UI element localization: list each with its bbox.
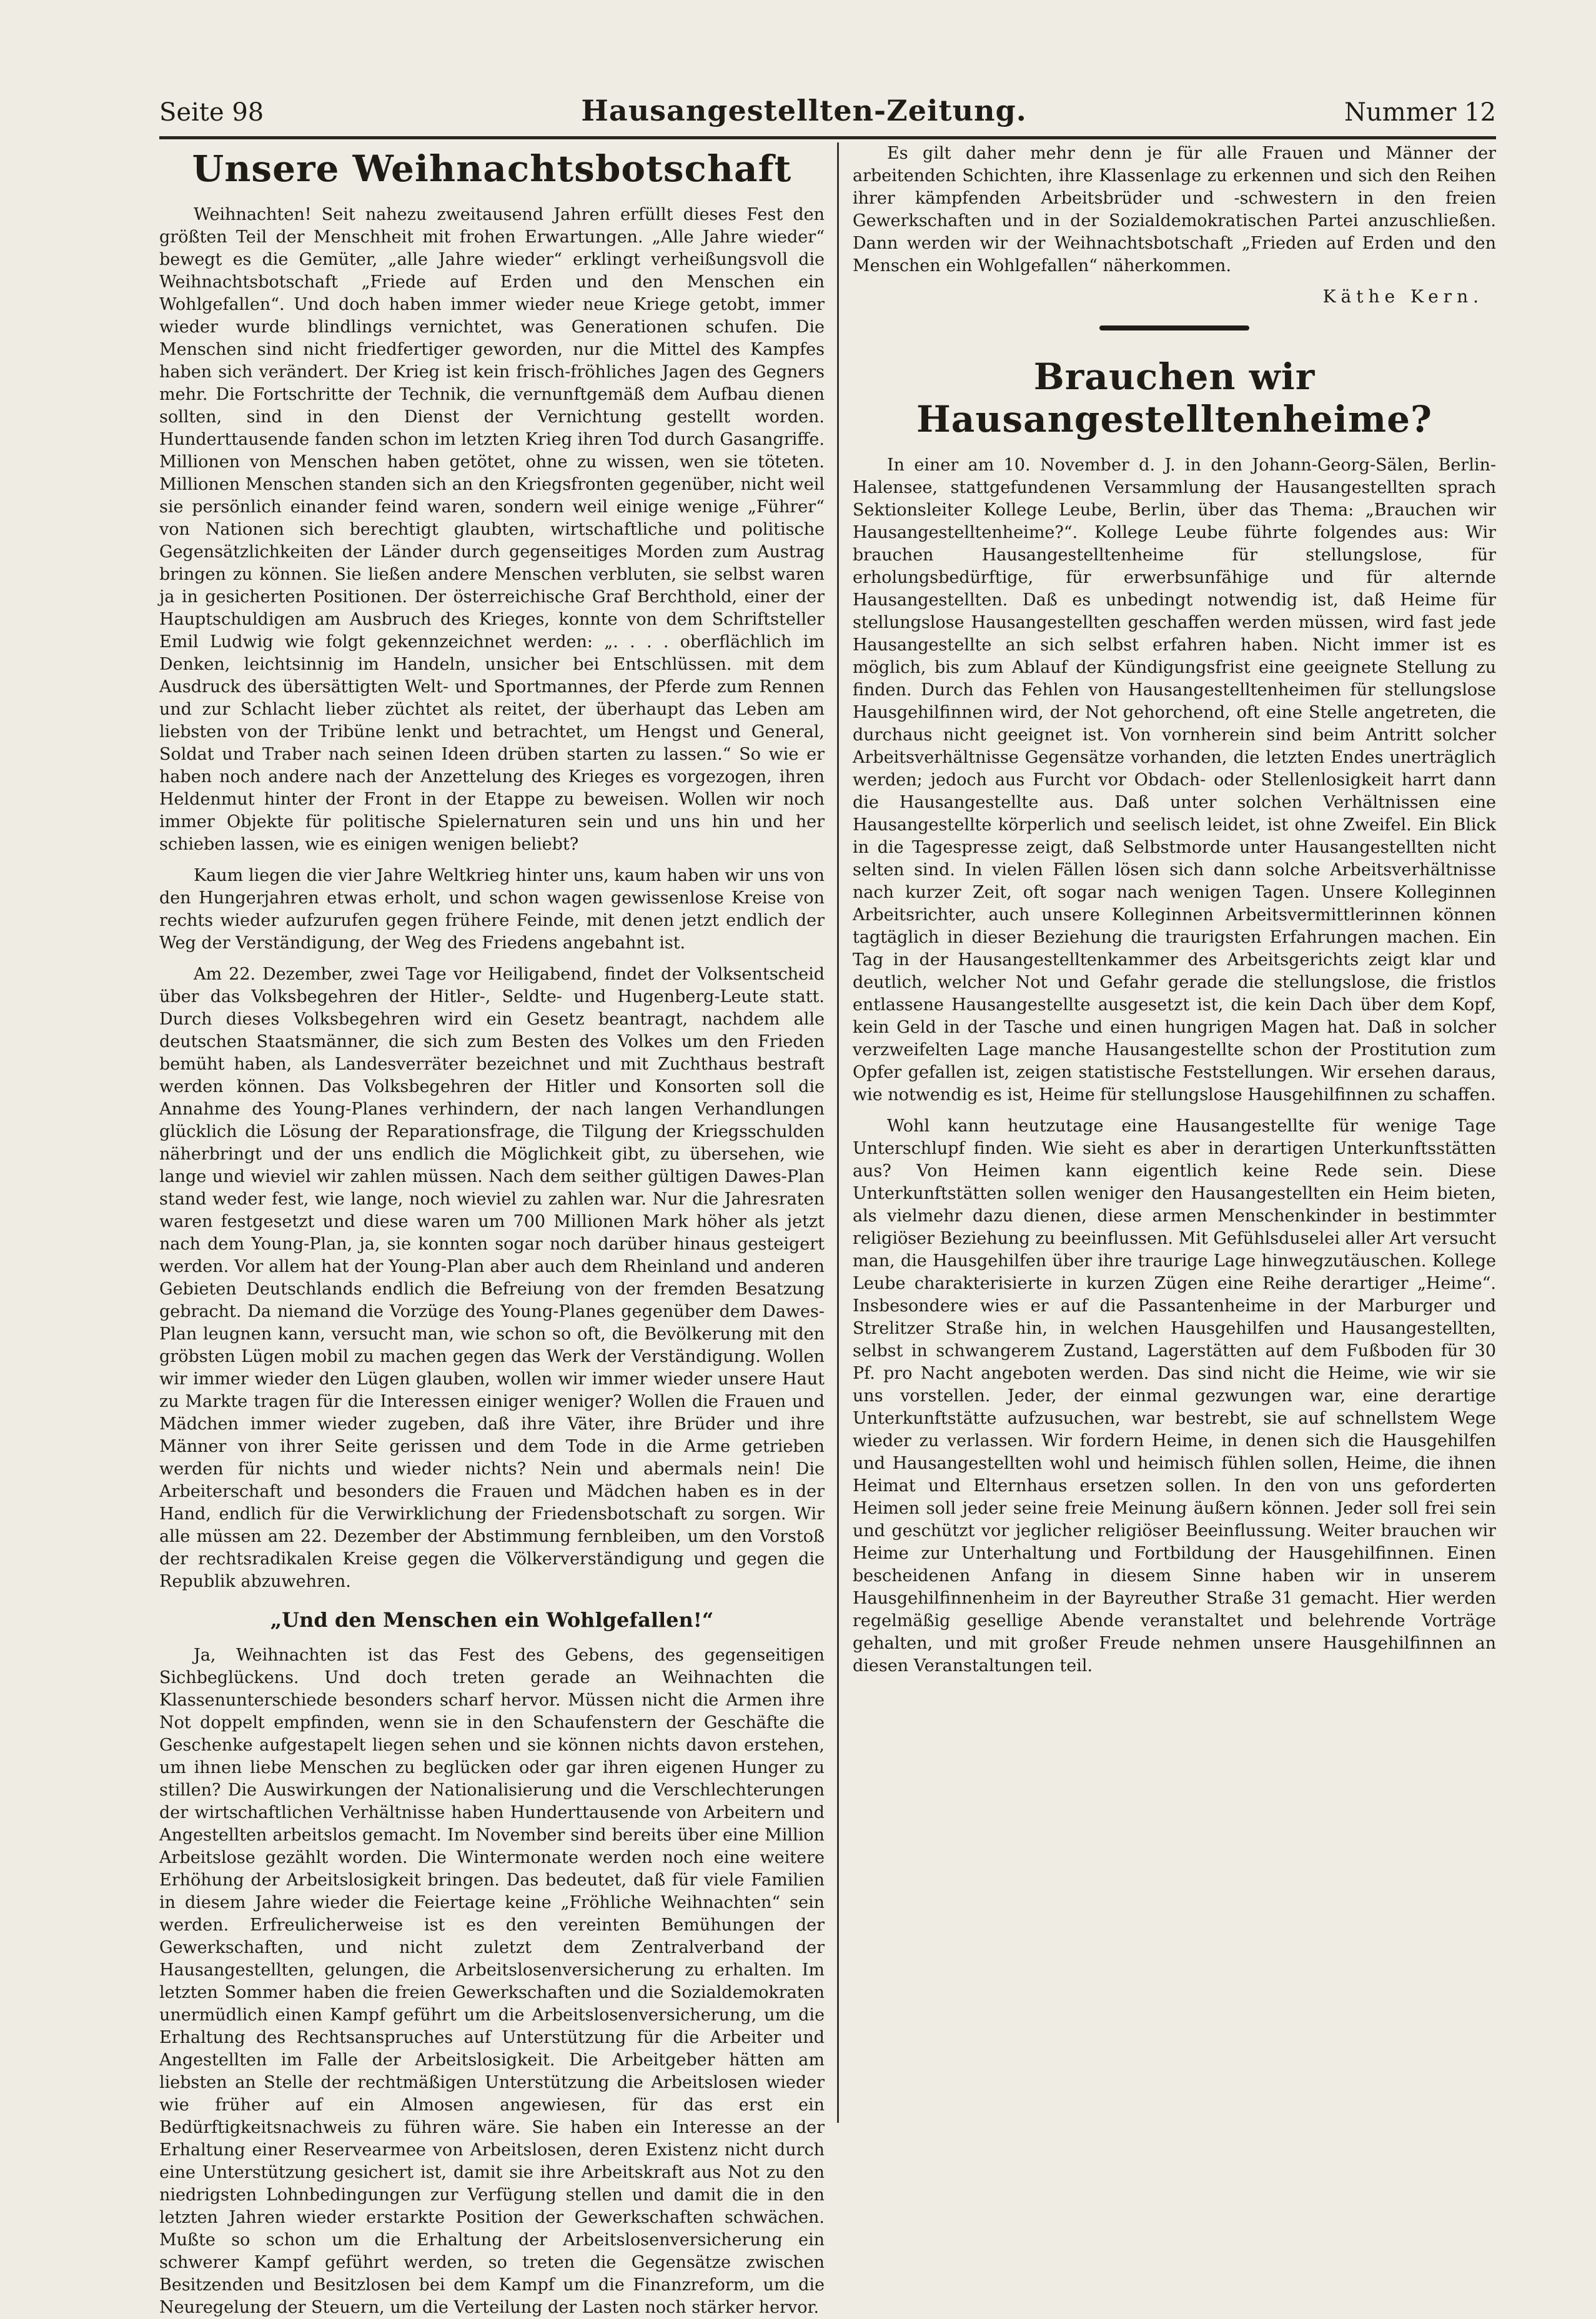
article-paragraph: Ja, Weihnachten ist das Fest des Gebens, des gegenseitigen Sichbeglückens. Und doch treten gerade an Weihnachten die Klassenunterschiede besonders scharf hervor. Müssen nicht die Armen ihre Not doppelt empfinden, wenn sie in den Schaufenstern der Geschäfte die Geschenke aufgestapelt liegen sehen und sie können nichts davon erstehen, um ihnen liebe Menschen zu beglücken oder gar ihren eigenen Hunger zu stillen? Die Auswirkungen der Nationalisierung und die Verschlechterungen der wirtschaftlichen Verhältnisse haben Hunderttausende von Arbeitern und Angestellten arbeitslos gemacht. Im November sind bereits über eine Million Arbeitslose gezählt worden. Die Wintermonate werden noch eine weitere Erhöhung der Arbeitslosigkeit bringen. Das bedeutet, daß für viele Familien in diesem Jahre wieder die Feiertage keine „Fröhliche Weihnachten“ sein werden. Erfreulicherweise ist es den vereinten Bemühungen der Gewerkschaften, und nicht zuletzt dem Zentralverband der Hausangestellten, gelungen, die Arbeitslosenversicherung zu erhalten. Im letzten Sommer haben die freien Gewerkschaften und die Sozialdemokraten unermüdlich einen Kampf geführt um die Arbeitslosenversicherung, um die Erhaltung des Rechtsanspruches auf Unterstützung für die Arbeiter und Angestellten im Falle der Arbeitslosigkeit. Die Arbeitgeber hätten am liebsten an Stelle der rechtmäßigen Unterstützung die Arbeitslosen wieder wie früher auf ein Almosen angewiesen, für das erst ein Bedürftigkeitsnachweis zu führen wäre. Sie haben ein Interesse an der Erhaltung einer Reservearmee von Arbeitslosen, deren Existenz nicht durch eine Unterstützung gesichert ist, damit sie ihre Arbeitskraft aus Not zu den niedrigsten Lohnbedingungen zur Verfügung stellen und damit die in den letzten Jahren wieder erstarkte Position der Gewerkschaften schwächen. Mußte so schon um die Erhaltung der Arbeitslosenversicherung ein schwerer Kampf geführt werden, so treten die Gegensätze zwischen Besitzenden und Besitzlosen bei dem Kampf um die Finanzreform, um die Neuregelung der Steuern, um die Verteilung der Lasten noch stärker hervor. [159,1646,825,2317]
newspaper-title: Hausangestellten-Zeitung. [581,94,1027,127]
separator-rule [1099,325,1249,330]
article-paragraph: Weihnachten! Seit nahezu zweitausend Jahren erfüllt dieses Fest den größten Teil der Menschheit mit frohen Erwartungen. „Alle Jahre wieder“ bewegt es die Gemüter, „alle Jahre wieder“ erklingt verheißungsvoll die Weihnachtsbotschaft „Friede auf Erden und den Menschen ein Wohlgefallen“. Und doch haben immer wieder neue Kriege getobt, immer wieder wurde blindlings vernichtet, was Generationen schufen. Die Menschen sind nicht friedfertiger geworden, nur die Mittel des Kampfes haben sich verändert. Der Krieg ist kein frisch-fröhliches Jagen des Gegners mehr. Die Fortschritte der Technik, die vernunftgemäß dem Aufbau dienen sollten, sind in den Dienst der Vernichtung gestellt worden. Hunderttausende fanden schon im letzten Krieg ihren Tod durch Gasangriffe. Millionen von Menschen haben getötet, ohne zu wissen, wen sie töteten. Millionen Menschen standen sich an den Kriegsfronten gegenüber, nicht weil sie persönlich einander feind waren, sondern weil einige wenige „Führer“ von Nationen sich berechtigt glaubten, wirtschaftliche und politische Gegensätzlichkeiten der Länder durch gegenseitiges Morden zum Austrag bringen zu können. Sie ließen andere Menschen verbluten, sie selbst waren ja in gesicherten Positionen. Der österreichische Graf Berchthold, einer der Hauptschuldigen am Ausbruch des Krieges, konnte von dem Schriftsteller Emil Ludwig wie folgt gekennzeichnet werden: „. . . . oberflächlich im Denken, leichtsinnig im Handeln, unsicher bei Entschlüssen. mit dem Ausdruck des übersättigten Welt- und Sportmannes, der Pferde zum Rennen und zur Schlacht lieber züchtet als reitet, der überhaupt das Leben am liebsten von der Tribüne lenkt und betrachtet, um Hengst und General, Soldat und Traber nach seinen Ideen drüben starten zu lassen.“ So wie er haben noch andere nach der Anzettelung des Krieges es vorgezogen, ihren Heldenmut hinter der Front in der Etappe zu beweisen. Wollen wir noch immer Objekte für politische Spielernaturen sein und uns hin und her schieben lassen, wie es einigen wenigen beliebt? [159,205,825,854]
article-paragraph: Kaum liegen die vier Jahre Weltkrieg hinter uns, kaum haben wir uns von den Hungerjahren etwas erholt, und schon wagen gewissenlose Kreise von rechts wieder aufzurufen gegen frühere Feinde, mit denen jetzt endlich der Weg der Verständigung, der Weg des Friedens angebahnt ist. [159,866,825,953]
article-title: Brauchen wir Hausangestelltenheime? [916,355,1433,440]
article-subheading: „Und den Menschen ein Wohlgefallen!“ [270,1608,714,1632]
header-rule [159,136,1496,139]
left-column [159,142,825,2317]
article-separator [853,325,1496,330]
article-paragraph: In einer am 10. November d. J. in den Johann-Georg-Sälen, Berlin-Halensee, stattgefundenen Versammlung der Hausangestellten sprach Sektionsleiter Kollege Leube, Berlin, über das Thema: „Brauchen wir Hausangestelltenheime?“. Kollege Leube führte folgendes aus: Wir brauchen Hausangestelltenheime für stellungslose, für erholungsbedürftige, für erwerbsunfähige und für alternde Hausangestellten. Daß es unbedingt notwendig ist, daß Heime für stellungslose Hausangestellten geschaffen werden müssen, wird fast jede Hausangestellte an sich selbst erfahren haben. Nicht immer ist es möglich, bis zum Ablauf der Kündigungsfrist eine geeignete Stellung zu finden. Durch das Fehlen von Hausangestelltenheimen für stellungslose Hausgehilfinnen wird, der Not gehorchend, oft eine Stelle angetreten, die durchaus nicht geeignet ist. Von vornherein sind beim Antritt solcher Arbeitsverhältnisse Gegensätze vorhanden, die letzten Endes unerträglich werden; jedoch aus Furcht vor Obdach- oder Stellenlosigkeit harrt dann die Hausangestellte aus. Daß unter solchen Verhältnissen eine Hausangestellte körperlich und seelisch leidet, ist ohne Zweifel. Ein Blick in die Tagespresse zeigt, daß Selbstmorde unter Hausangestellten nicht selten sind. In vielen Fällen lösen sich dann solche Arbeitsverhältnisse nach kurzer Zeit, oft sogar nach wenigen Tagen. Unsere Kolleginnen Arbeitsrichter, auch unsere Kolleginnen Arbeitsvermittlerinnen können tagtäglich in dieser Beziehung die traurigsten Erfahrungen machen. Ein Tag in der Hausangestelltenkammer des Arbeitsgerichts zeigt klar und deutlich, welcher Not und Gefahr gerade die stellungslose, die fristlos entlassene Hausangestellte ausgesetzt ist, die kein Dach über dem Kopf, kein Geld in der Tasche und einen hungrigen Magen hat. Daß in solcher verzweifelten Lage manche Hausangestellte schon der Prostitution zum Opfer gefallen ist, zeigen statistische Feststellungen. Wir ersehen daraus, wie notwendig es ist, Heime für stellungslose Hausgehilfinnen zu schaffen. [853,455,1496,1105]
right-column [853,142,1496,2123]
article-title: Unsere Weihnachtsbotschaft [192,147,792,190]
column-divider [837,142,839,2123]
article-author: Käthe Kern. [1322,286,1484,307]
issue-number: Nummer 12 [1344,98,1496,127]
article-paragraph: Es gilt daher mehr denn je für alle Frauen und Männer der arbeitenden Schichten, ihre Klassenlage zu erkennen und sich den Reihen ihrer kämpfenden Arbeitsbrüder und -schwestern in den freien Gewerkschaften und in der Sozialdemokratischen Partei anzuschließen. Dann werden wir der Weihnachtsbotschaft „Frieden auf Erden und den Menschen ein Wohlgefallen“ näherkommen. [853,144,1496,276]
article-paragraph: Wohl kann heutzutage eine Hausangestellte für wenige Tage Unterschlupf finden. Wie sieht es aber in derartigen Unterkunftsstätten aus? Von Heimen kann eigentlich keine Rede sein. Diese Unterkunftstätten sollen weniger den Hausangestellten ein Heim bieten, als vielmehr dazu dienen, diese armen Menschenkinder in bestimmter religiöser Beziehung zu beeinflussen. Mit Gefühlsduselei aller Art versucht man, die Hausgehilfen über ihre traurige Lage hinwegzutäuschen. Kollege Leube charakterisierte in kurzen Zügen eine Reihe derartiger „Heime“. Insbesondere wies er auf die Passantenheime in der Marburger und Strelitzer Straße hin, in welchen Hausgehilfen und Hausangestellten, selbst in schwangerem Zustand, Lagerstätten auf dem Fußboden für 30 Pf. pro Nacht angeboten werden. Das sind nicht die Heime, wie wir sie uns vorstellen. Jeder, der einmal gezwungen war, eine derartige Unterkunftstätte aufzusuchen, war bestrebt, sie auf schnellstem Wege wieder zu verlassen. Wir fordern Heime, in denen sich die Hausgehilfen und Hausangestellten wohl und heimisch fühlen sollen, Heime, die ihnen Heimat und Elternhaus ersetzen sollen. In den von uns geforderten Heimen soll jeder seine freie Meinung äußern können. Jeder soll frei sein und geschützt vor jeglicher religiöser Beeinflussung. Weiter brauchen wir Heime zur Unterhaltung und Fortbildung der Hausgehilfinnen. Einen bescheidenen Anfang in diesem Sinne haben wir in unserem Hausgehilfinnenheim in der Bayreuther Straße 31 gemacht. Hier werden regelmäßig gesellige Abende veranstaltet und belehrende Vorträge gehalten, und mit großer Freude nehmen unsere Hausgehilfinnen an diesen Veranstaltungen teil. [853,1116,1496,1676]
page-number: Seite 98 [159,98,264,127]
article-paragraph: Am 22. Dezember, zwei Tage vor Heiligabend, findet der Volksentscheid über das Volksbegehren der Hitler-, Seldte- und Hugenberg-Leute statt. Durch dieses Volksbegehren wird ein Gesetz beantragt, nachdem alle deutschen Staatsmänner, die sich zum Besten des Volkes um den Frieden bemüht haben, als Landesverräter bezeichnet und mit Zuchthaus bestraft werden können. Das Volksbegehren der Hitler und Konsorten soll die Annahme des Young-Planes verhindern, der nach langen Verhandlungen glücklich die Lösung der Reparationsfrage, die Tilgung der Kriegsschulden näherbringt und der uns endlich die Möglichkeit gibt, zu übersehen, wie lange und wieviel wir zahlen müssen. Nach dem seither gültigen Dawes-Plan stand weder fest, wie lange, noch wieviel zu zahlen war. Nur die Jahresraten waren festgesetzt und diese waren um 700 Millionen Mark höher als jetzt nach dem Young-Plan, ja, sie konnten sogar noch darüber hinaus gesteigert werden. Vor allem hat der Young-Plan aber auch dem Rheinland und anderen Gebieten Deutschlands endlich die Befreiung von der fremden Besatzung gebracht. Da niemand die Vorzüge des Young-Planes gegenüber dem Dawes-Plan leugnen kann, versucht man, wie schon so oft, die Bevölkerung mit den gröbsten Lügen mobil zu machen gegen das Werk der Verständigung. Wollen wir immer wieder den Lügen glauben, wollen wir immer wieder unsere Haut zu Markte tragen für die Interessen einiger weniger? Wollen die Frauen und Mädchen immer wieder zugeben, daß ihre Väter, ihre Brüder und ihre Männer von ihrer Seite gerissen und dem Tode in die Arme getrieben werden für nichts und wieder nichts? Nein und abermals nein! Die Arbeiterschaft und besonders die Frauen und Mädchen haben es in der Hand, endlich für die Verwirklichung der Friedensbotschaft zu sorgen. Wir alle müssen am 22. Dezember der Abstimmung fernbleiben, um den Vorstoß der rechtsradikalen Kreise gegen die Völkerverständigung und gegen die Republik abzuwehren. [159,965,825,1591]
page-header [159,94,1496,137]
